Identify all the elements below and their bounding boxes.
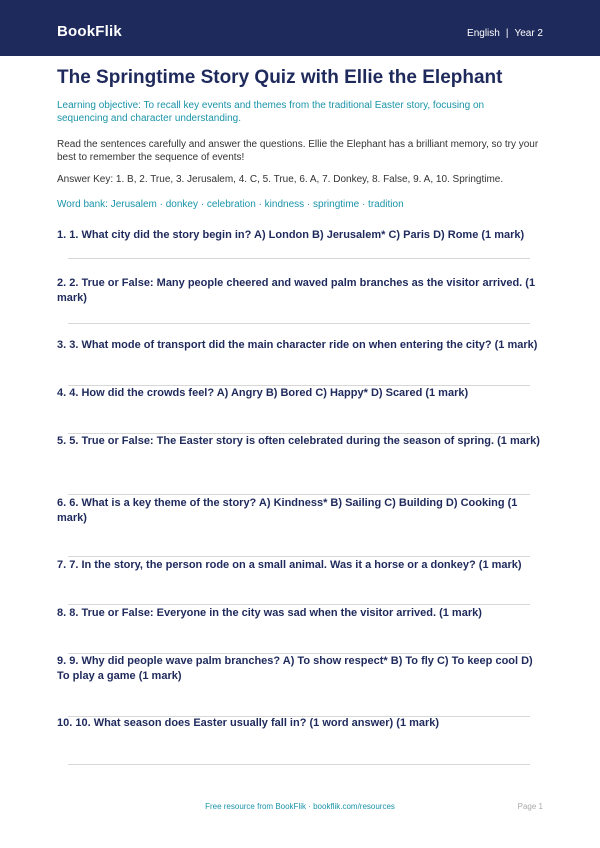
answer-key: Answer Key: 1. B, 2. True, 3. Jerusalem, 4. C, 5. True, 6. A, 7. Donkey, 8. False, 9. A, 10. Springtime.: [57, 174, 504, 185]
subject-label: English: [467, 28, 500, 39]
brand-logo[interactable]: BookFlik: [57, 23, 122, 40]
question-6: 6. 6. What is a key theme of the story? A) Kindness* B) Sailing C) Building D) Cooking (1 mark): [57, 497, 518, 524]
header-bar: [0, 0, 600, 56]
instructions-text: Read the sentences carefully and answer the questions. Ellie the Elephant has a brilliant memory, so try your best to remember the sequence of events!: [57, 139, 539, 163]
meta-separator: |: [505, 28, 509, 39]
question-4: 4. 4. How did the crowds feel? A) Angry B) Bored C) Happy* D) Scared (1 mark): [57, 387, 469, 399]
word-bank: Word bank: Jerusalem · donkey · celebration · kindness · springtime · tradition: [57, 199, 404, 210]
question-10: 10. 10. What season does Easter usually fall in? (1 word answer) (1 mark): [57, 717, 440, 729]
learning-objective: Learning objective: To recall key events and themes from the traditional Easter story, focusing on sequencing and character understanding.: [57, 100, 485, 124]
answer-line-6[interactable]: [68, 556, 530, 557]
footer-resource-link[interactable]: Free resource from BookFlik · bookflik.com/resources: [205, 802, 395, 811]
question-7: 7. 7. In the story, the person rode on a small animal. Was it a horse or a donkey? (1 mark): [57, 559, 522, 571]
answer-line-7[interactable]: [68, 604, 530, 605]
answer-line-10[interactable]: [68, 764, 530, 765]
question-1: 1. 1. What city did the story begin in? A) London B) Jerusalem* C) Paris D) Rome (1 mark): [57, 229, 525, 241]
question-8: 8. 8. True or False: Everyone in the city was sad when the visitor arrived. (1 mark): [57, 607, 482, 619]
answer-line-1[interactable]: [68, 258, 530, 259]
year-label: Year 2: [514, 28, 543, 39]
question-2: 2. 2. True or False: Many people cheered and waved palm branches as the visitor arrived. (1 mark): [57, 277, 536, 304]
header-meta: [467, 28, 543, 39]
question-5: 5. 5. True or False: The Easter story is often celebrated during the season of spring. (1 mark): [57, 435, 540, 447]
page-title: The Springtime Story Quiz with Ellie the Elephant: [57, 67, 503, 88]
question-9: 9. 9. Why did people wave palm branches? A) To show respect* B) To fly C) To keep cool D) To play a game (1 mark): [57, 655, 533, 682]
page-number: Page 1: [517, 802, 543, 811]
answer-line-5[interactable]: [68, 494, 530, 495]
question-3: 3. 3. What mode of transport did the main character ride on when entering the city? (1 mark): [57, 339, 538, 351]
answer-line-2[interactable]: [68, 323, 530, 324]
